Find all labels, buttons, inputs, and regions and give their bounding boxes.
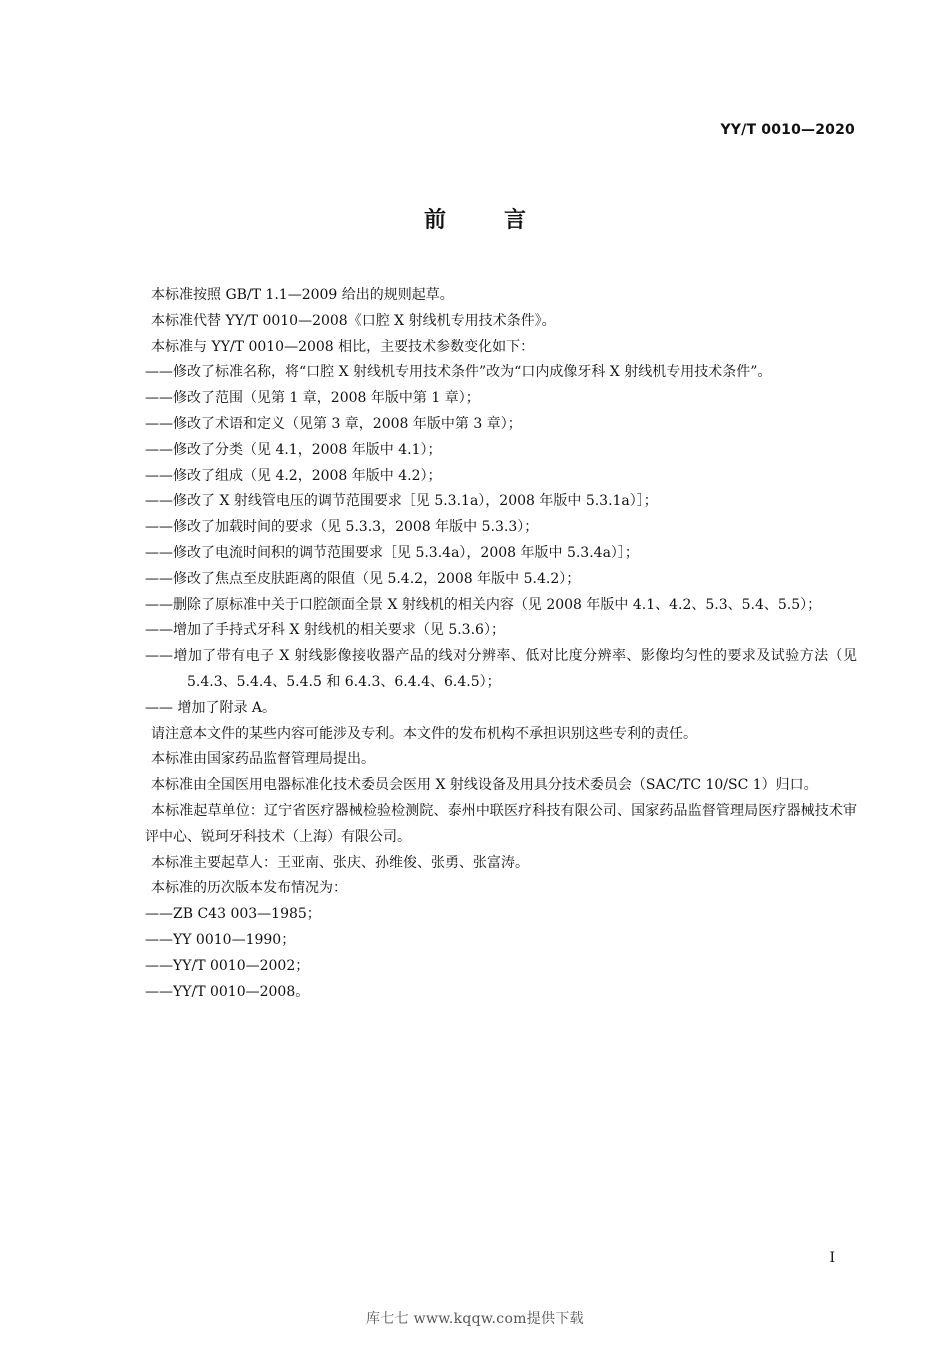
paragraph: 本标准与 YY/T 0010—2008 相比，主要技术参数变化如下： (151, 338, 535, 355)
history-item: ——YY/T 0010—2002； (145, 957, 310, 974)
paragraph: 本标准主要起草人：王亚南、张庆、孙维俊、张勇、张富涛。 (151, 854, 529, 871)
history-item: ——YY 0010—1990； (145, 931, 296, 948)
change-item: ——修改了 X 射线管电压的调节范围要求［见 5.3.1a），2008 年版中 5.3.1a）］； (145, 493, 658, 510)
paragraph: 本标准由全国医用电器标准化技术委员会医用 X 射线设备及用具分技术委员会（SAC/TC 10/SC 1）归口。 (151, 777, 818, 794)
history-item: ——YY/T 0010—2008。 (145, 983, 310, 1000)
change-item: —— 增加了附录 A。 (145, 699, 277, 716)
change-item: ——增加了带有电子 X 射线影像接收器产品的线对分辨率、低对比度分辨率、影像均匀性的要求及试验方法（见 5.4.3、5.4.4、5.4.5 和 6.4.3、6.4.4、6.4.5）； (145, 648, 857, 690)
change-item: ——增加了手持式牙科 X 射线机的相关要求（见 5.3.6）； (145, 622, 505, 639)
change-item: ——修改了标准名称，将“口腔 X 射线机专用技术条件”改为“口内成像牙科 X 射线机专用技术条件”。 (145, 364, 772, 381)
paragraph: 请注意本文件的某些内容可能涉及专利。本文件的发布机构不承担识别这些专利的责任。 (151, 725, 697, 742)
change-item: ——删除了原标准中关于口腔颌面全景 X 射线机的相关内容（见 2008 年版中 4.1、4.2、5.3、5.4、5.5）； (145, 596, 822, 613)
standard-number: YY/T 0010—2020 (720, 122, 855, 138)
change-item: ——修改了焦点至皮肤距离的限值（见 5.4.2，2008 年版中 5.4.2）； (145, 570, 581, 587)
change-item: ——修改了术语和定义（见第 3 章，2008 年版中第 3 章）； (145, 415, 522, 432)
change-item: ——修改了范围（见第 1 章，2008 年版中第 1 章）； (145, 390, 480, 407)
paragraph: 本标准起草单位：辽宁省医疗器械检验检测院、泰州中联医疗科技有限公司、国家药品监督管理局医疗器械技术审评中心、锐珂牙科技术（上海）有限公司。 (145, 802, 857, 845)
paragraph: 本标准代替 YY/T 0010—2008《口腔 X 射线机专用技术条件》。 (151, 312, 556, 329)
change-item: ——修改了电流时间积的调节范围要求［见 5.3.4a），2008 年版中 5.3.4a）］； (145, 544, 639, 561)
change-item: ——修改了组成（见 4.2，2008 年版中 4.2）； (145, 467, 442, 484)
paragraph: 本标准按照 GB/T 1.1—2009 给出的规则起草。 (151, 287, 454, 303)
page-number: I (829, 1250, 835, 1266)
paragraph: 本标准由国家药品监督管理局提出。 (151, 751, 375, 768)
paragraph: 本标准的历次版本发布情况为： (151, 880, 347, 897)
download-footer: 库七七 www.kqqw.com提供下载 (366, 1311, 584, 1327)
history-item: ——ZB C43 003—1985； (145, 906, 321, 923)
change-item: ——修改了分类（见 4.1，2008 年版中 4.1）； (145, 441, 442, 458)
page-title: 前言 (423, 208, 584, 233)
change-item: ——修改了加载时间的要求（见 5.3.3，2008 年版中 5.3.3）； (145, 519, 539, 536)
document-body (145, 283, 857, 1005)
